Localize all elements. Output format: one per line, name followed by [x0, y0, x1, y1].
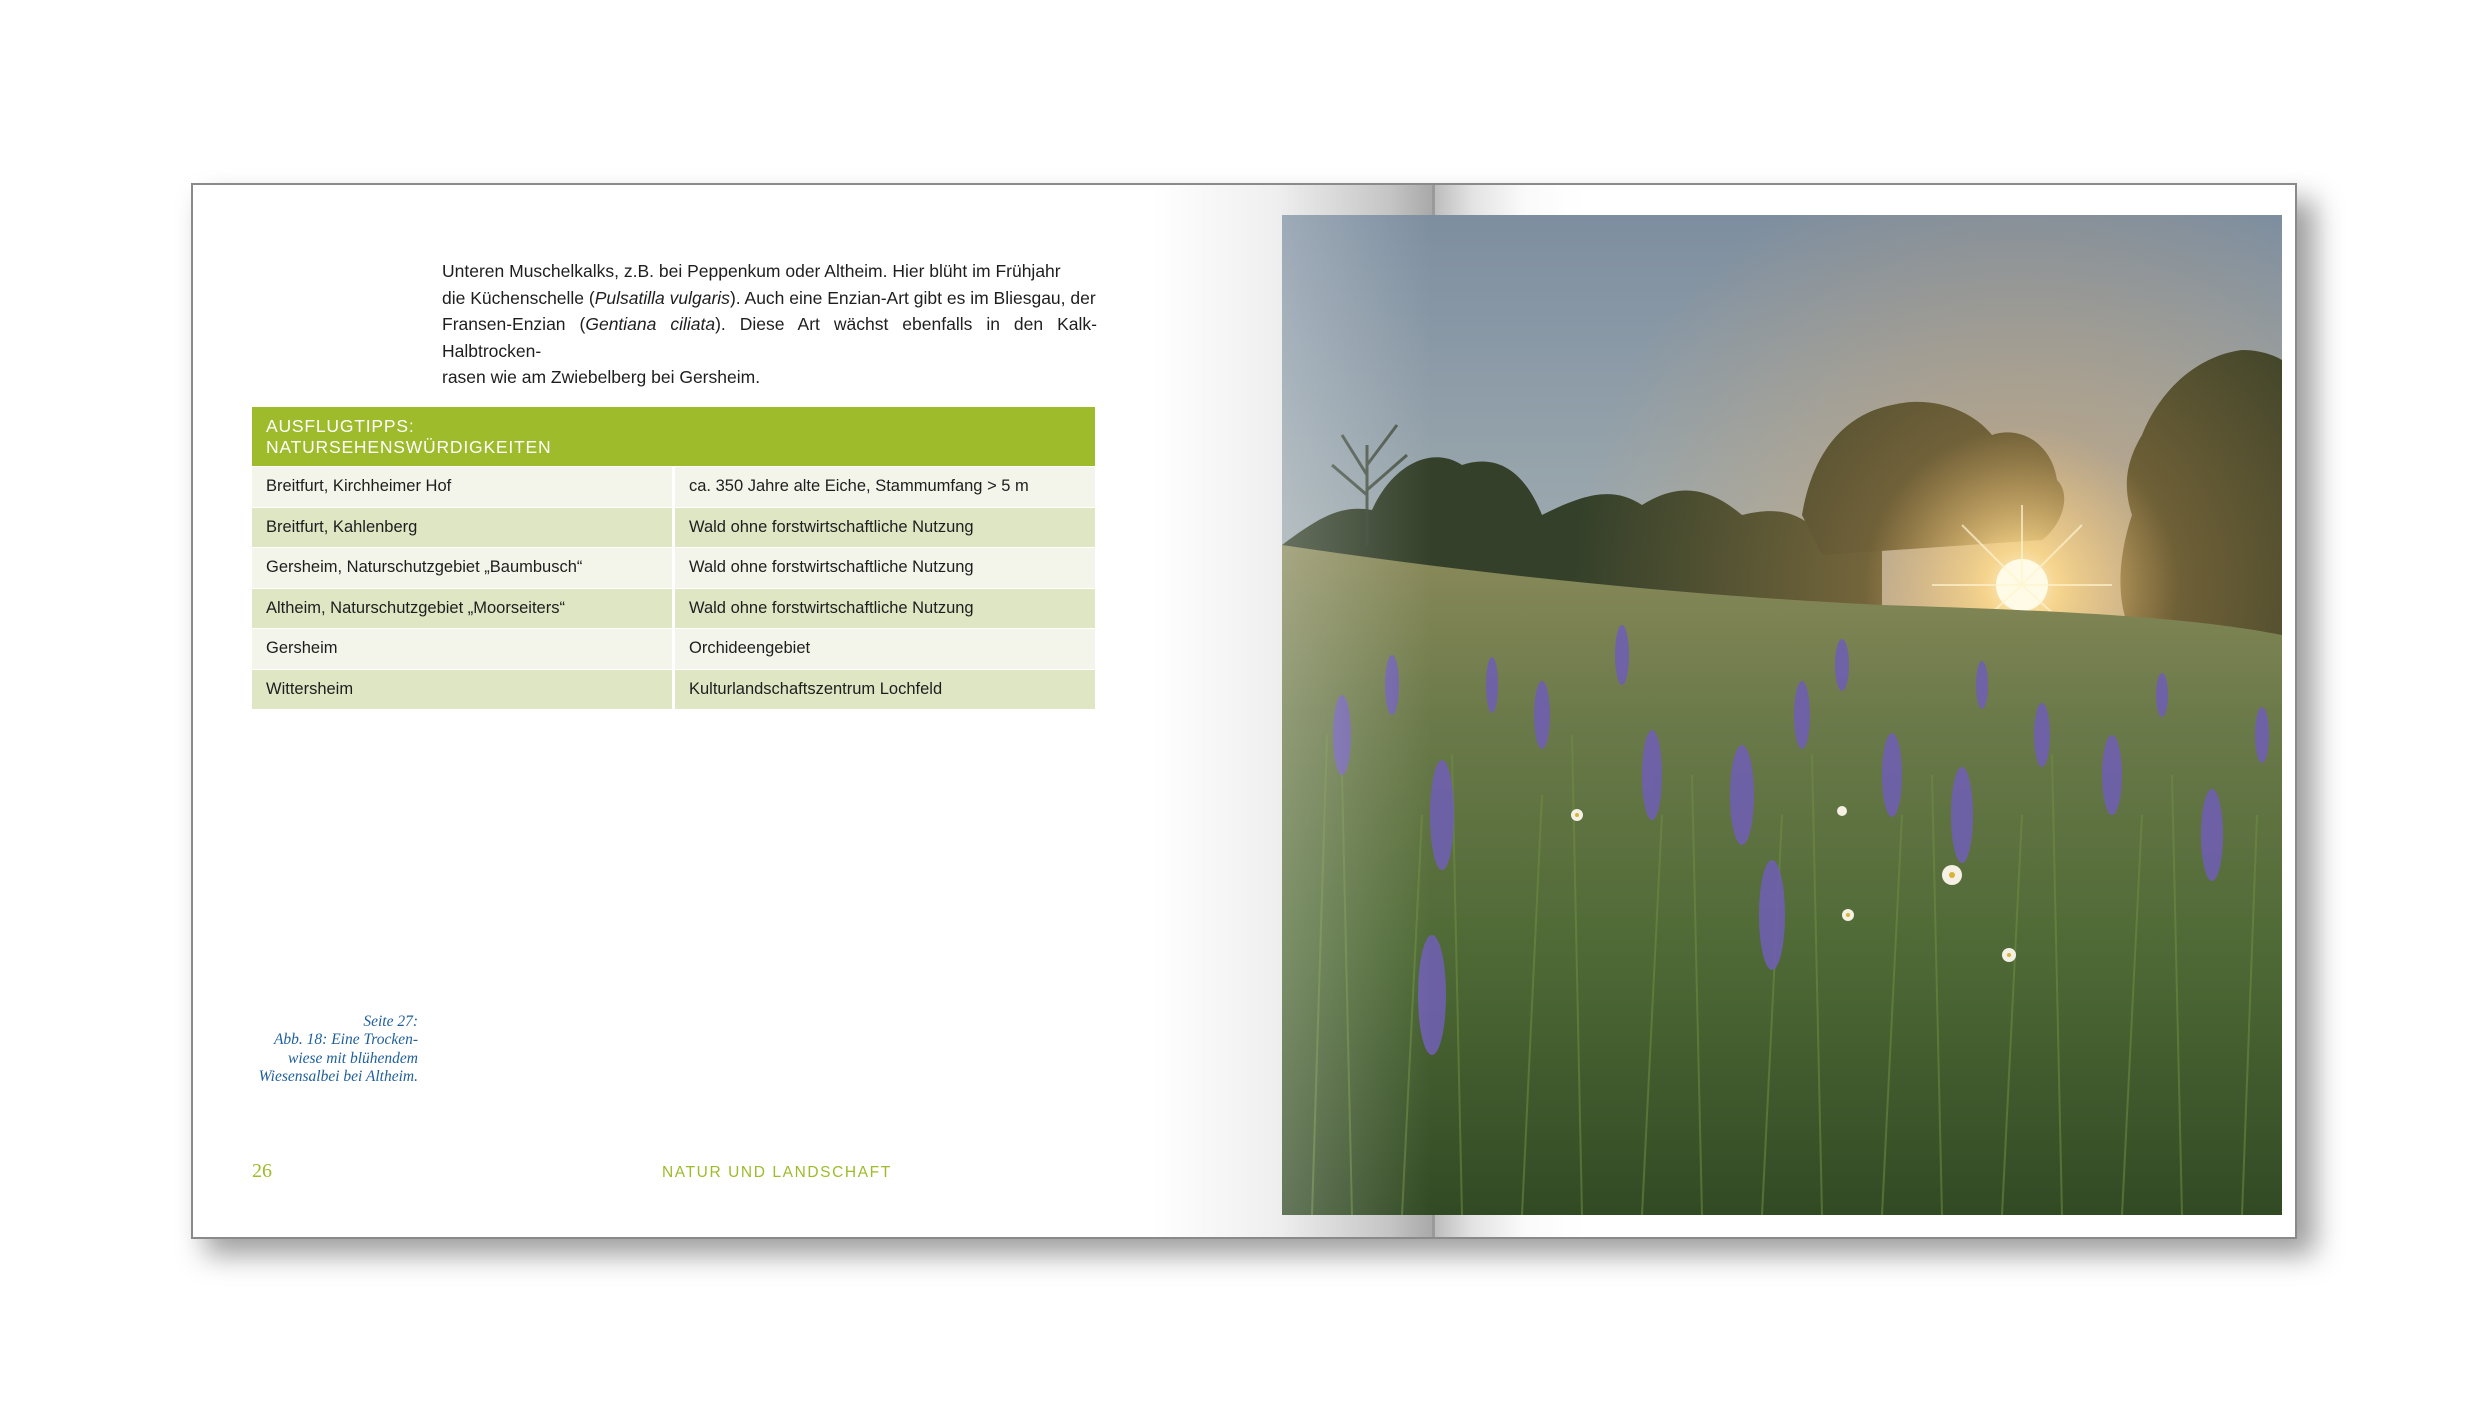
body-paragraph: [442, 258, 1097, 391]
table-row: [252, 508, 1095, 548]
table-heading: [252, 407, 1095, 466]
feature-cell: ca. 350 Jahre alte Eiche, Stammumfang > 5 m: [675, 467, 1095, 507]
text-run: ). Auch eine Enzian-Art gibt es im Bliesgau, der: [729, 287, 1096, 308]
place-cell: Breitfurt, Kirchheimer Hof: [252, 467, 672, 507]
species-name: Gentiana ciliata: [585, 314, 716, 335]
place-cell: Gersheim, Naturschutzgebiet „Baumbusch“: [252, 548, 672, 588]
excursion-tips-table: [252, 407, 1095, 709]
feature-cell: Wald ohne forstwirtschaftliche Nutzung: [675, 508, 1095, 548]
meadow-photo: [1282, 215, 2282, 1215]
species-name: Pulsatilla vulgaris: [594, 287, 730, 308]
feature-cell: Kulturlandschaftszentrum Lochfeld: [675, 670, 1095, 710]
table-row: [252, 589, 1095, 629]
table-row: [252, 629, 1095, 669]
place-cell: Altheim, Naturschutzgebiet „Moorseiters“: [252, 589, 672, 629]
page-number: 26: [252, 1160, 272, 1182]
running-head: NATUR UND LANDSCHAFT: [662, 1164, 892, 1181]
text-run: ). Diese Art wächst ebenfalls in den Kalk-Halbtrocken-: [442, 314, 1097, 361]
body-line: rasen wie am Zwiebelberg bei Gersheim.: [442, 367, 761, 388]
feature-cell: Orchideengebiet: [675, 629, 1095, 669]
caption-line: Seite 27:: [363, 1013, 418, 1030]
table-row: [252, 467, 1095, 507]
body-line: [442, 311, 1097, 364]
book-spread: [191, 183, 2297, 1239]
caption-line: Wiesensalbei bei Altheim.: [258, 1067, 418, 1085]
text-run: die Küchenschelle (: [442, 287, 595, 308]
body-line: [442, 285, 1097, 312]
table-heading-line: AUSFLUGTIPPS:: [266, 416, 415, 436]
place-cell: Breitfurt, Kahlenberg: [252, 508, 672, 548]
caption-line: Abb. 18: Eine Trocken-: [273, 1031, 418, 1049]
feature-cell: Wald ohne forstwirtschaftliche Nutzung: [675, 548, 1095, 588]
table-heading-line: NATURSEHENSWÜRDIGKEITEN: [266, 437, 552, 457]
place-cell: Wittersheim: [252, 670, 672, 710]
body-line: Unteren Muschelkalks, z.B. bei Peppenkum oder Altheim. Hier blüht im Frühjahr: [442, 261, 1061, 281]
figure-caption: [233, 1013, 418, 1086]
caption-line: wiese mit blühendem: [287, 1049, 418, 1067]
table-row: [252, 548, 1095, 588]
feature-cell: Wald ohne forstwirtschaftliche Nutzung: [675, 589, 1095, 629]
text-run: Fransen-Enzian (: [442, 314, 586, 335]
table-row: [252, 670, 1095, 710]
place-cell: Gersheim: [252, 629, 672, 669]
